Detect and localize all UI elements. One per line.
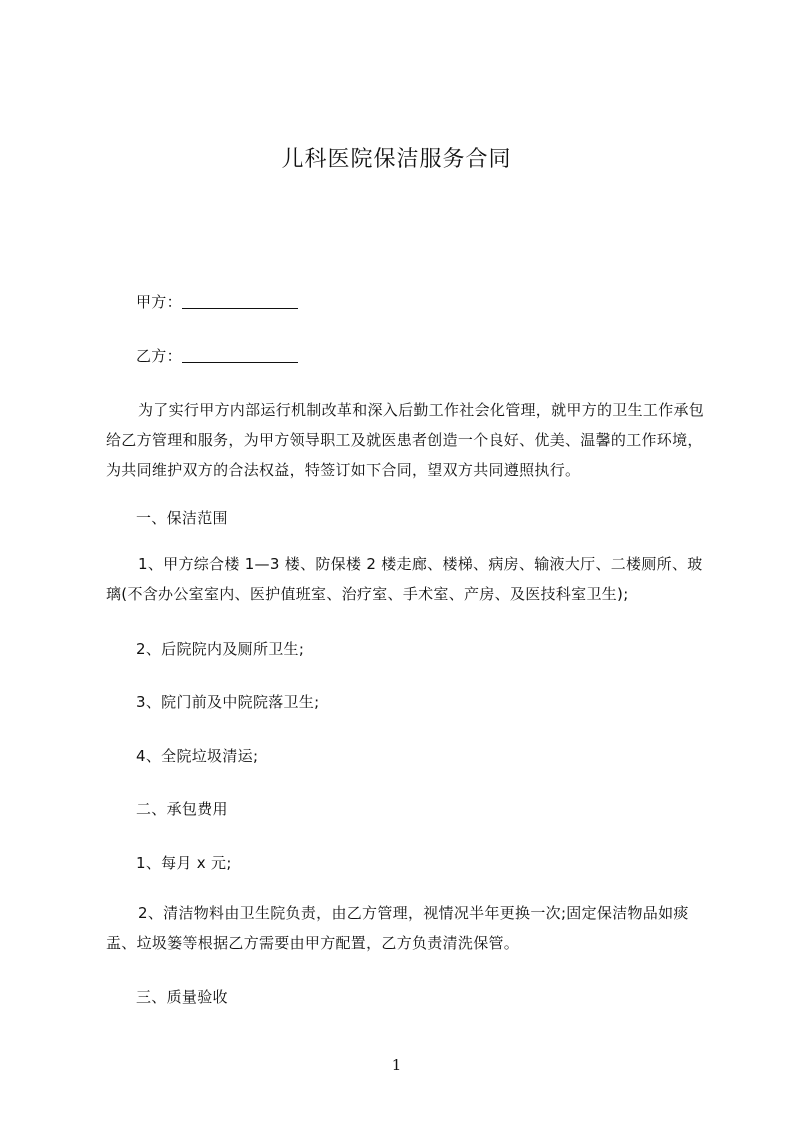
section1-item4: 4、全院垃圾清运; [136,747,259,765]
intro-paragraph: 为了实行甲方内部运行机制改革和深入后勤工作社会化管理，就甲方的卫生工作承包给乙方管理和服务，为甲方领导职工及就医患者创造一个良好、优美、温馨的工作环境，为共同维护双方的合法权益，特签订如下合同，望双方共同遵照执行。 [106,401,705,479]
section1-item3: 3、院门前及中院院落卫生; [136,693,320,711]
party-b-label: 乙方： [136,347,182,365]
section1-item2: 2、后院院内及厕所卫生; [136,640,305,658]
party-a-line [136,291,298,312]
party-a-blank [182,294,298,309]
party-b-line [136,345,298,366]
section3-heading: 三、质量验收 [136,988,228,1006]
party-b-blank [182,348,298,363]
document-title: 儿科医院保洁服务合同 [281,147,512,172]
section1-heading: 一、保洁范围 [136,509,228,527]
section1-item1: 1、甲方综合楼 1—3 楼、防保楼 2 楼走廊、楼梯、病房、输液大厅、二楼厕所、玻璃(不含办公室室内、医护值班室、治疗室、手术室、产房、及医技科室卫生); [106,555,703,603]
section2-heading: 二、承包费用 [136,800,228,818]
page-number: 1 [391,1056,402,1074]
party-a-label: 甲方： [136,293,182,311]
section2-item2: 2、清洁物料由卫生院负责，由乙方管理，视情况半年更换一次;固定保洁物品如痰盂、垃圾篓等根据乙方需要由甲方配置，乙方负责清洗保管。 [106,904,689,952]
section2-item1: 1、每月 x 元; [136,854,232,872]
